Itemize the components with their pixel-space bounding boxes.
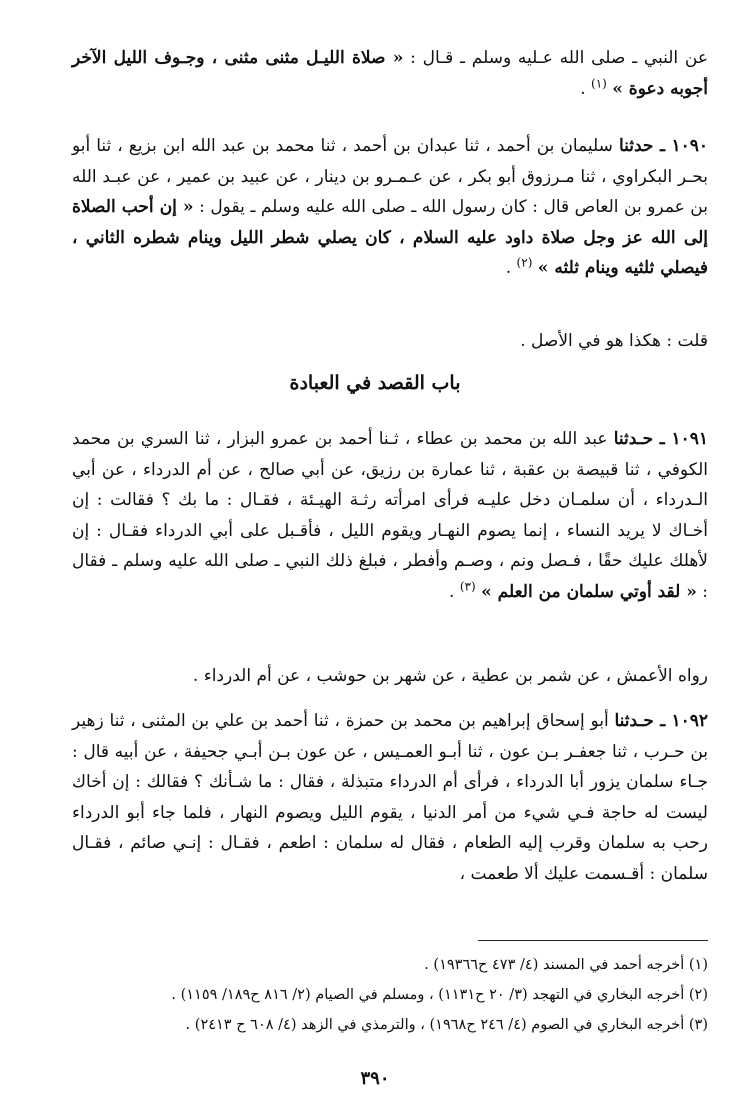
continuation-text: عن النبي ـ صلى الله عـليه وسلم ـ قـال : xyxy=(403,48,708,68)
period: . xyxy=(449,581,460,602)
hadith-1090 xyxy=(72,131,708,284)
chapter-title: باب القصد في العبادة xyxy=(289,372,461,394)
isnad-text: سليمان بن أحمد ، ثنا عبدان بن أحمد ، ثنا محمد بن عبد الله ابن بزيع ، ثنا أبو بحـر البكراوي ، ثنا مـرزوق أبو بكر ، عن عـمـرو بن دينار ، عن عبيد بن عمير ، عن عبـد الله بن عمرو بن العاص قال : كان رسول الله ـ صلى الله عليه وسلم ـ يقول : xyxy=(72,136,708,217)
footnote-ref-2: (٢) xyxy=(516,255,533,270)
hadith-number: ١٠٩٢ ـ حـدثنا xyxy=(614,711,708,731)
isnad-text: عبد الله بن محمد بن عطاء ، ثـنا أحمد بن عمرو البزار ، ثنا السري بن محمد الكوفي ، ثنا قبيصة بن عقبة ، ثنا عمارة بن رزيق، عن أبي صالح ، عن أم الدرداء ، عن أبي الـدرداء ، أن سلمـان دخل عليـه فرأى امرأته رثـة الهيـئة ، فقـال : ما بك ؟ فقالت : إن أخـاك لا يريد النساء ، إنما يصوم النهـار ويقوم الليل ، فأقـبل على أبي الدرداء فقـال : إن لأهلك عليك حقًا ، فـصل ونم ، وصـم وأفطر ، فبلغ ذلك النبي ـ صلى الله عليه وسلم ـ فقال : xyxy=(72,429,708,602)
page-number: ٣٩٠ xyxy=(360,1068,390,1089)
footnote-3: (٣) أخرجه البخاري في الصوم (٤/ ٢٤٦ ح١٩٦٨) ، والترمذي في الزهد (٤/ ٦٠٨ ح ٢٤١٣) . xyxy=(185,1017,708,1033)
hadith-1091 xyxy=(72,424,708,607)
editor-note: قلت : هكذا هو في الأصل . xyxy=(520,331,708,351)
footnote-divider xyxy=(478,940,708,941)
hadith-number: ١٠٩١ ـ حـدثنا xyxy=(613,429,708,449)
paragraph-continuation xyxy=(72,43,708,104)
isnad-text: أبو إسحاق إبراهيم بن محمد بن حمزة ، ثنا أحمد بن علي بن المثنى ، ثنا زهير بن حـرب ، ثنا جعفـر بـن عون ، ثنا أبـو العمـيس ، عن عون بـن أبـي جحيفة ، عن أبيه قال : جـاء سلمان يزور أبا الدرداء ، فرأى أم الدرداء متبذلة ، فقال : ما شـأنك ؟ فقالك : إن أخاك ليست له حاجة فـي شيء من أمر الدنيا ، يقوم الليل ويصوم النهار ، فلما جاء أبو الدرداء رحب به سلمان وقرب إليه الطعام ، فقال له سلمان : اطعم ، فقـال : إنـي صائم ، فقـال سلمان : أقـسمت عليك ألا طعمت ، xyxy=(72,711,708,884)
footnote-ref-3: (٣) xyxy=(459,578,476,593)
hadith-text: « إن أحب الصلاة إلى الله عز وجل صلاة داود عليه السلام ، كان يصلي شطر الليل وينام شطره الثاني ، فيصلي ثلثيه وينام ثلثه » xyxy=(72,197,708,278)
hadith-1092 xyxy=(72,706,708,889)
riwaya-note: رواه الأعمش ، عن شمر بن عطية ، عن شهر بن حوشب ، عن أم الدرداء . xyxy=(192,666,708,686)
period: . xyxy=(580,78,592,99)
footnote-ref-1: (١) xyxy=(591,75,607,90)
hadith-text: « لقد أوتي سلمان من العلم » xyxy=(481,581,697,602)
hadith-text: « صلاة الليـل مثنى مثنى ، وجـوف الليل الآخر أجوبه دعوة » xyxy=(72,48,708,99)
footnote-2: (٢) أخرجه البخاري في التهجد (٣/ ٢٠ ح١١٣١) ، ومسلم في الصيام (٢/ ٨١٦ ح١٨٩/ ١١٥٩) . xyxy=(171,987,708,1003)
footnote-1: (١) أخرجه أحمد في المسند (٤/ ٤٧٣ ح١٩٣٦٦) . xyxy=(424,957,708,973)
period: . xyxy=(505,258,517,278)
hadith-number: ١٠٩٠ ـ حدثنا xyxy=(618,136,708,156)
